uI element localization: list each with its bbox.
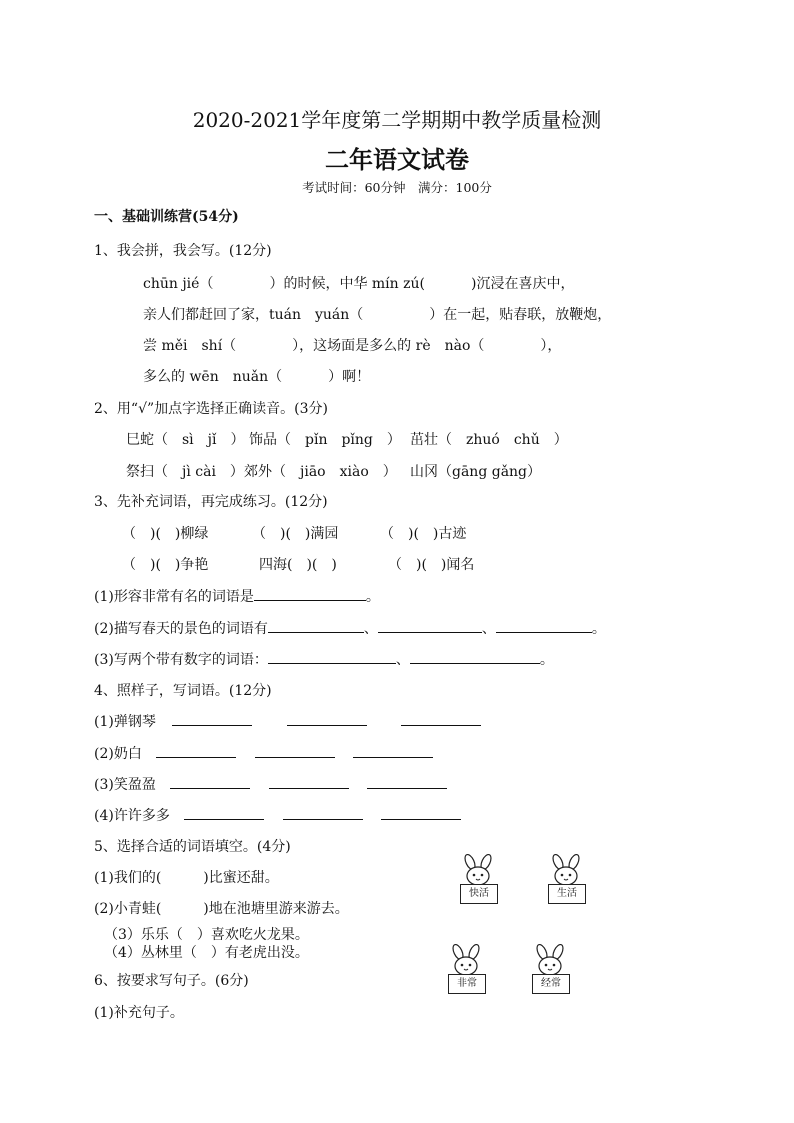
q3-idiom[interactable]: （ )( )闻名 <box>388 557 475 573</box>
q3-sub-3 <box>94 649 554 669</box>
answer-blank[interactable] <box>268 649 396 664</box>
answer-blank[interactable] <box>381 805 461 820</box>
q5-text: (1)我们的( <box>94 870 162 886</box>
q1-text: 尝 měi shí（ <box>143 338 237 354</box>
q1-text: 多么的 wēn nuǎn（ <box>143 369 283 385</box>
word-card-kuaihuo <box>452 854 504 910</box>
section-title: 一、基础训练营(54分) <box>94 209 239 225</box>
exam-title: 2020-2021学年度第二学期期中教学质量检测 <box>192 108 602 132</box>
q6-sub-1: (1)补充句子。 <box>94 1005 184 1021</box>
q4-example: (3)笑盈盈 <box>94 777 156 793</box>
exam-subtitle: 二年语文试卷 <box>325 145 469 174</box>
answer-blank[interactable] <box>172 711 252 726</box>
q1-text: )沉浸在喜庆中， <box>470 276 575 292</box>
word-card-jingchang <box>524 944 576 1000</box>
q3-prompt: (3)写两个带有数字的词语： <box>94 652 268 668</box>
q4-item <box>94 711 481 731</box>
q1-text: ）， <box>540 338 562 354</box>
punctuation: 、 <box>481 621 496 637</box>
q1-text: ）啊！ <box>328 369 371 385</box>
q2-item[interactable]: 饰品（ pǐn pǐng ） <box>249 432 401 448</box>
question-6-title: 6、按要求写句子。(6分) <box>94 973 249 989</box>
word-card-label: 经常 <box>532 974 570 994</box>
answer-blank[interactable] <box>156 743 236 758</box>
answer-blank[interactable] <box>269 774 349 789</box>
question-4-title: 4、照样子，写词语。(12分) <box>94 683 272 699</box>
answer-blank[interactable] <box>367 774 447 789</box>
answer-blank[interactable] <box>287 711 367 726</box>
q3-prompt: (1)形容非常有名的词语是 <box>94 589 254 605</box>
answer-blank[interactable] <box>496 618 592 633</box>
q1-line-3 <box>143 335 561 355</box>
question-5-title: 5、选择合适的词语填空。(4分) <box>94 839 291 855</box>
q4-item <box>94 743 433 763</box>
answer-blank[interactable] <box>254 586 366 601</box>
q1-text: ）的时候，中华 mín zú( <box>269 276 425 292</box>
q4-example: (1)弹钢琴 <box>94 714 156 730</box>
punctuation: 。 <box>539 652 554 668</box>
q1-line-4 <box>143 366 370 386</box>
q2-item[interactable]: 祭扫（ jì cài ） <box>126 464 244 480</box>
q5-sentence <box>94 898 349 918</box>
q4-item <box>94 805 461 825</box>
q5-sentence: （3）乐乐（ ）喜欢吃火龙果。 <box>104 927 309 943</box>
word-card-label: 生活 <box>548 884 586 904</box>
word-card-feichang <box>440 944 492 1000</box>
answer-blank[interactable] <box>255 743 335 758</box>
punctuation: 、 <box>395 652 410 668</box>
q1-text: chūn jié（ <box>143 276 214 292</box>
q2-item[interactable]: 茁壮（ zhuó chǔ ） <box>410 432 568 448</box>
punctuation: 。 <box>365 589 380 605</box>
q2-item[interactable]: 巳蛇（ sì jǐ ） <box>126 432 245 448</box>
answer-blank[interactable] <box>184 805 264 820</box>
q4-example: (2)奶白 <box>94 746 142 762</box>
q2-item[interactable]: 山冈（gāng gǎng） <box>410 464 542 480</box>
word-card-shenghuo <box>540 854 592 910</box>
q3-idiom[interactable]: （ )( )满园 <box>252 526 339 542</box>
q4-example: (4)许许多多 <box>94 808 170 824</box>
q3-sub-1 <box>94 586 380 606</box>
answer-blank[interactable] <box>410 649 540 664</box>
word-card-label: 快活 <box>460 884 498 904</box>
q1-text: ），这场面是多么的 rè nào（ <box>292 338 485 354</box>
answer-blank[interactable] <box>170 774 250 789</box>
answer-blank[interactable] <box>378 618 482 633</box>
q2-item[interactable]: 郊外（ jiāo xiào ） <box>244 464 397 480</box>
word-card-label: 非常 <box>448 974 486 994</box>
q4-item <box>94 774 447 794</box>
q5-text: (2)小青蛙( <box>94 901 162 917</box>
exam-info: 考试时间：60分钟 满分：100分 <box>302 180 492 195</box>
q3-sub-2 <box>94 618 606 638</box>
q3-idiom[interactable]: （ )( )争艳 <box>122 557 209 573</box>
q1-text: 亲人们都赶回了家，tuán yuán（ <box>143 307 364 323</box>
q3-idiom[interactable]: 四海( )( ) <box>259 557 337 573</box>
question-3-title: 3、先补充词语，再完成练习。(12分) <box>94 494 328 510</box>
answer-blank[interactable] <box>268 618 364 633</box>
answer-blank[interactable] <box>353 743 433 758</box>
q5-sentence <box>94 867 279 887</box>
punctuation: 、 <box>363 621 378 637</box>
q5-text: )比蜜还甜。 <box>203 870 279 886</box>
q1-text: ）在一起，贴春联，放鞭炮， <box>429 307 612 323</box>
question-1-title: 1、我会拼，我会写。(12分) <box>94 243 272 259</box>
q3-idiom[interactable]: （ )( )古迹 <box>380 526 467 542</box>
q1-line-1 <box>143 273 574 293</box>
q1-line-2 <box>143 304 611 324</box>
question-2-title: 2、用“√”加点字选择正确读音。(3分) <box>94 401 328 417</box>
answer-blank[interactable] <box>283 805 363 820</box>
q5-text: )地在池塘里游来游去。 <box>203 901 349 917</box>
q3-idiom[interactable]: （ )( )柳绿 <box>122 526 209 542</box>
punctuation: 。 <box>591 621 606 637</box>
q3-prompt: (2)描写春天的景色的词语有 <box>94 621 268 637</box>
answer-blank[interactable] <box>401 711 481 726</box>
q5-sentence: （4）丛林里（ ）有老虎出没。 <box>104 945 309 961</box>
